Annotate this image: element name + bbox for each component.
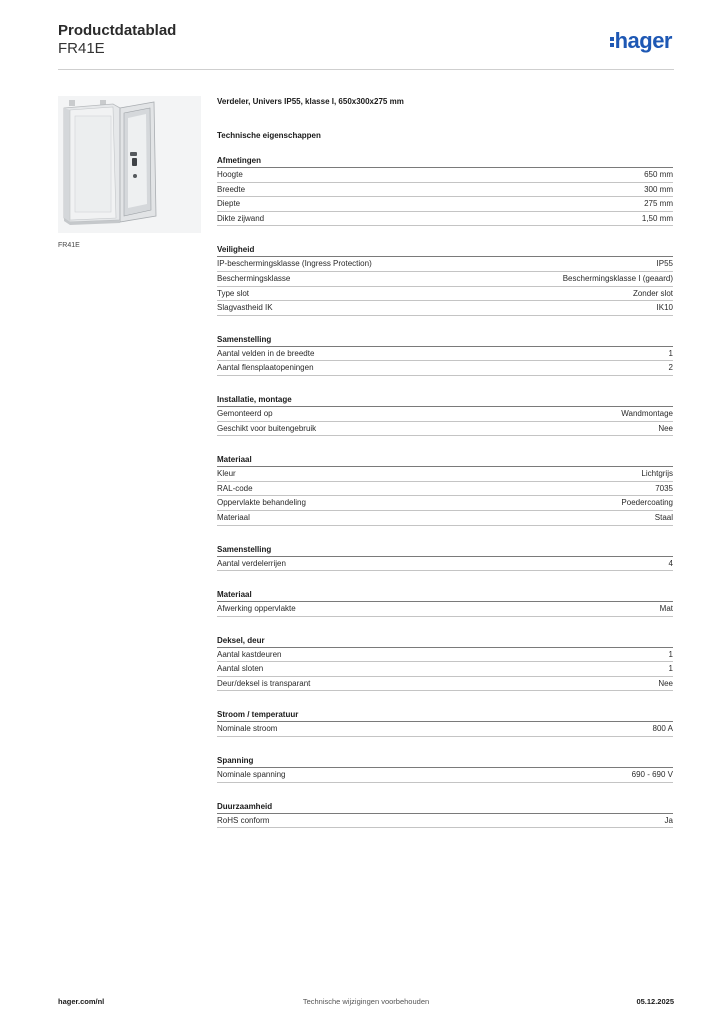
property-section — [217, 335, 673, 376]
section-title: Materiaal — [217, 455, 673, 467]
product-code: FR41E — [58, 40, 105, 57]
property-label: Aantal sloten — [217, 664, 264, 674]
property-label: Aantal verdelerrijen — [217, 558, 286, 568]
section-title: Materiaal — [217, 590, 673, 602]
section-title: Stroom / temperatuur — [217, 710, 673, 722]
property-value: Beschermingsklasse I (geaard) — [562, 273, 673, 283]
property-label: Dikte zijwand — [217, 213, 265, 223]
hager-logo[interactable] — [610, 28, 672, 54]
property-label: Kleur — [217, 469, 236, 479]
footer-website-link[interactable]: hager.com/nl — [58, 997, 105, 1006]
property-row — [217, 183, 673, 198]
property-label: RAL-code — [217, 483, 253, 493]
footer-date: 05.12.2025 — [636, 997, 674, 1006]
property-section — [217, 245, 673, 315]
property-value: 1 — [668, 664, 673, 674]
document-title: Productdatablad — [58, 22, 177, 39]
property-value: Nee — [658, 423, 673, 433]
property-label: Aantal kastdeuren — [217, 649, 282, 659]
property-row — [217, 768, 673, 783]
enclosure-illustration — [58, 96, 201, 233]
property-label: Aantal flensplaatopeningen — [217, 363, 314, 373]
property-label: Afwerking oppervlakte — [217, 604, 296, 614]
property-value: Staal — [654, 512, 673, 522]
logo-text: hager — [614, 28, 672, 53]
property-row — [217, 662, 673, 677]
property-label: Hoogte — [217, 170, 243, 179]
property-value: Mat — [659, 604, 673, 614]
property-row — [217, 287, 673, 302]
footer-disclaimer: Technische wijzigingen voorbehouden — [302, 997, 430, 1006]
property-label: Breedte — [217, 184, 246, 194]
property-row — [217, 257, 673, 272]
property-value: 1 — [668, 649, 673, 659]
property-label: Nominale stroom — [217, 724, 278, 734]
property-value: Ja — [664, 815, 673, 825]
property-value: IK10 — [656, 303, 673, 313]
property-label: Materiaal — [217, 512, 250, 522]
section-title: Installatie, montage — [217, 395, 673, 407]
property-section — [217, 455, 673, 525]
section-title: Deksel, deur — [217, 636, 673, 648]
property-label: Slagvastheid IK — [217, 303, 273, 313]
property-value: 1 — [668, 348, 673, 358]
property-label: Type slot — [217, 288, 250, 298]
property-value: 275 mm — [644, 199, 673, 209]
property-row — [217, 557, 673, 572]
property-row — [217, 197, 673, 212]
property-row — [217, 482, 673, 497]
property-value: 7035 — [655, 483, 673, 493]
property-row — [217, 301, 673, 316]
property-section — [217, 802, 673, 829]
product-description: Verdeler, Univers IP55, klasse I, 650x300x275 mm — [217, 97, 404, 106]
property-label: Nominale spanning — [217, 770, 286, 780]
property-row — [217, 648, 673, 663]
property-label: Aantal velden in de breedte — [217, 348, 315, 358]
product-image — [58, 96, 201, 233]
page-header — [58, 20, 674, 70]
property-label: Deur/deksel is transparant — [217, 678, 311, 688]
property-value: Nee — [658, 678, 673, 688]
property-row — [217, 602, 673, 617]
section-title: Duurzaamheid — [217, 802, 673, 814]
property-row — [217, 511, 673, 526]
property-row — [217, 168, 673, 183]
property-row — [217, 467, 673, 482]
product-content — [217, 97, 673, 828]
property-value: 300 mm — [644, 184, 673, 194]
property-row — [217, 361, 673, 376]
property-section — [217, 156, 673, 226]
property-value: 650 mm — [644, 170, 673, 179]
section-title: Samenstelling — [217, 545, 673, 557]
technical-properties-heading: Technische eigenschappen — [217, 131, 321, 140]
property-label: IP-beschermingsklasse (Ingress Protection) — [217, 259, 372, 269]
property-row — [217, 814, 673, 829]
property-label: Geschikt voor buitengebruik — [217, 423, 317, 433]
property-row — [217, 272, 673, 287]
property-sections — [217, 156, 673, 828]
section-title: Veiligheid — [217, 245, 673, 257]
property-label: Oppervlakte behandeling — [217, 498, 306, 508]
property-value: Zonder slot — [632, 288, 673, 298]
property-row — [217, 407, 673, 422]
property-row — [217, 722, 673, 737]
property-value: Lichtgrijs — [641, 469, 673, 479]
property-value: Poedercoating — [621, 498, 673, 508]
property-row — [217, 347, 673, 362]
section-title: Afmetingen — [217, 156, 673, 168]
property-label: Diepte — [217, 199, 241, 209]
property-row — [217, 496, 673, 511]
logo-dots-icon — [610, 35, 614, 49]
property-value: 2 — [668, 363, 673, 373]
image-caption: FR41E — [58, 242, 80, 249]
property-section — [217, 545, 673, 572]
property-section — [217, 710, 673, 737]
property-section — [217, 590, 673, 617]
property-value: Wandmontage — [621, 408, 673, 418]
property-section — [217, 636, 673, 692]
property-value: 1,50 mm — [641, 213, 673, 223]
property-value: 800 A — [652, 724, 673, 734]
property-section — [217, 395, 673, 436]
property-value: 4 — [668, 558, 673, 568]
property-value: IP55 — [656, 259, 673, 269]
property-label: Beschermingsklasse — [217, 273, 291, 283]
property-row — [217, 212, 673, 227]
property-row — [217, 422, 673, 437]
property-label: Gemonteerd op — [217, 408, 273, 418]
property-section — [217, 756, 673, 783]
property-value: 690 - 690 V — [631, 770, 673, 780]
section-title: Samenstelling — [217, 335, 673, 347]
section-title: Spanning — [217, 756, 673, 768]
property-label: RoHS conform — [217, 815, 270, 825]
property-row — [217, 677, 673, 692]
